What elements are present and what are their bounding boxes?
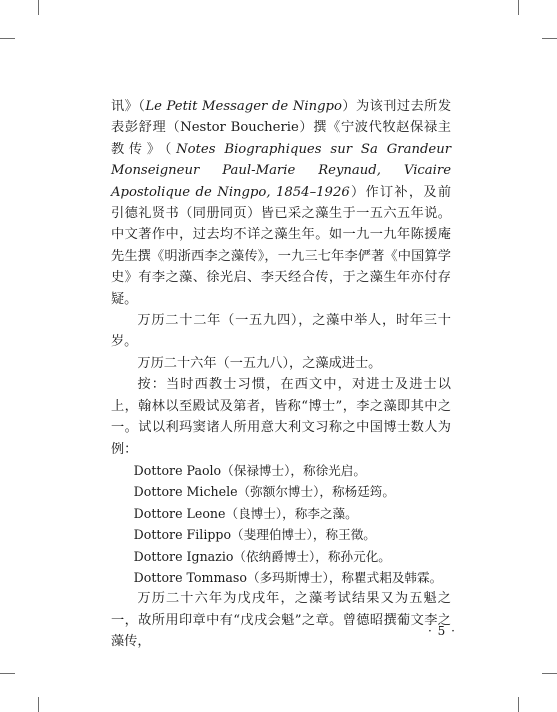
list-item: Dottore Filippo（斐理伯博士），称王徵。 <box>133 527 376 543</box>
crop-mark-bottom-right-horizontal <box>542 673 557 674</box>
body-text <box>111 96 451 653</box>
crop-mark-bottom-left-horizontal <box>0 673 15 674</box>
list-item: Dottore Ignazio（依纳爵博士），称孙元化。 <box>133 548 391 564</box>
text-run: ）为该刊过去所发表彭舒理（Nestor Boucherie）撰《宁波代牧赵保禄主教传》（ <box>111 99 452 157</box>
text-run: ）作订补，及前引德礼贤书（同册同页）皆已采之藻生于一五六五年说。中文著作中，过去均不详之藻生年。如一九一九年陈援庵先生撰《明浙西李之藻传》，一九三七年李俨著《中国算学史》有李之藻、徐光启、李天经合传，于之藻生年亦付存疑。 <box>111 184 452 307</box>
paragraph-wuxu: 万历二十六年为戊戌年，之藻考试结果又为五魁之一，故所用印章中有“戊戌会魁”之章。曾德昭撰葡文李之藻传， <box>111 591 451 650</box>
paragraph-continued <box>111 96 451 310</box>
paragraph-jinshi: 万历二十六年（一五九八），之藻成进士。 <box>137 355 382 371</box>
crop-mark-top-left-horizontal <box>0 38 15 39</box>
crop-mark-top-left-vertical <box>38 0 39 15</box>
page-number: · 5 · <box>428 624 456 638</box>
list-item: Dottore Michele（弥额尔博士），称杨廷筠。 <box>133 484 395 500</box>
periodical-title: Le Petit Messager de Ningpo <box>145 99 342 114</box>
crop-mark-top-right-horizontal <box>542 38 557 39</box>
crop-mark-bottom-right-vertical <box>518 697 519 712</box>
book-title: Notes Biographiques sur Sa Grandeur Monseigneur Paul-Marie Reynaud, Vicaire Apostolique de Ningpo, 1854–1926 <box>111 141 451 200</box>
paragraph-juren: 万历二十二年（一五九四），之藻中举人，时年三十岁。 <box>111 313 451 350</box>
paragraph-note: 按：当时西教士习惯，在西文中，对进士及进士以上，翰林以至殿试及第者，皆称“博士”，李之藻即其中之一。试以利玛窦诸人所用意大利文习称之中国博士数人为例： <box>111 377 451 457</box>
text-run: 讯》（ <box>111 99 146 114</box>
list-item: Dottore Paolo（保禄博士），称徐光启。 <box>133 462 366 478</box>
list-item: Dottore Leone（良博士），称李之藻。 <box>133 505 358 521</box>
crop-mark-bottom-left-vertical <box>38 697 39 712</box>
crop-mark-top-right-vertical <box>518 0 519 15</box>
list-item: Dottore Tommaso（多玛斯博士），称瞿式耜及韩霖。 <box>133 569 443 585</box>
